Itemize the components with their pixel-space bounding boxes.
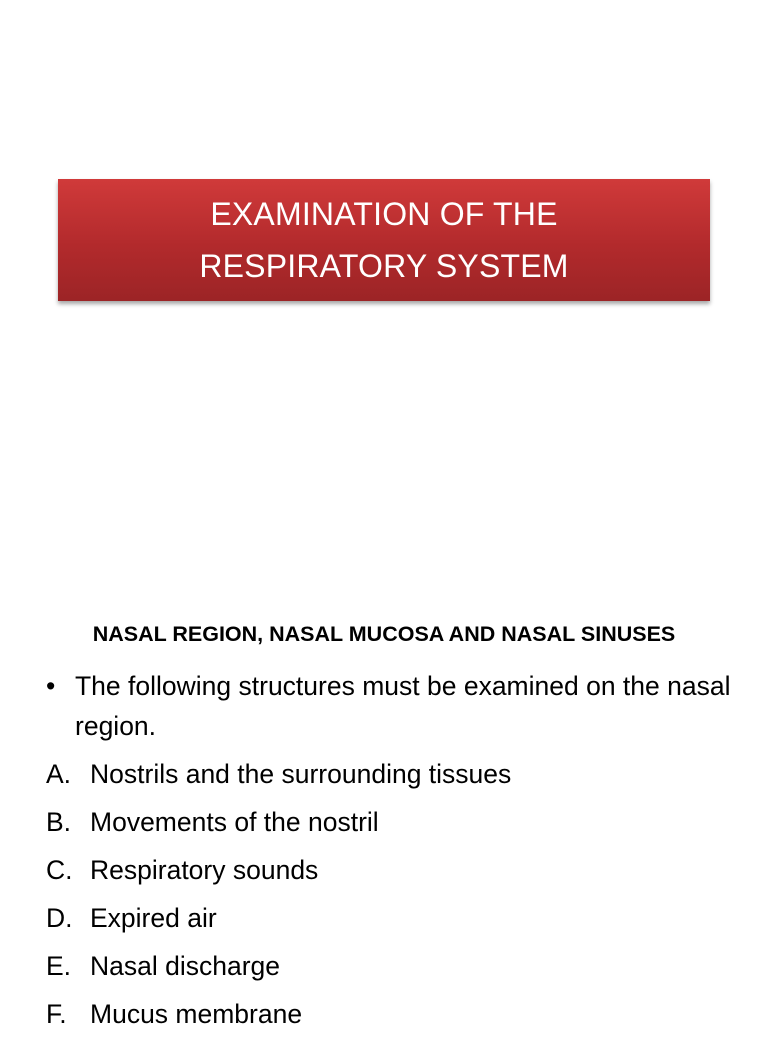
list-item [46, 898, 746, 946]
list-item [46, 946, 746, 994]
slide-title-line-1: EXAMINATION OF THE [210, 196, 558, 232]
list-item-text: Nostrils and the surrounding tissues [90, 759, 512, 789]
intro-bullet [46, 666, 746, 746]
list-item [46, 802, 746, 850]
list-item-letter: A. [46, 759, 72, 789]
list-item-letter: F. [46, 999, 67, 1029]
section-heading: NASAL REGION, NASAL MUCOSA AND NASAL SINUSES [92, 622, 676, 646]
list-item-text: Movements of the nostril [90, 807, 379, 837]
list-item-text: Nasal discharge [90, 951, 281, 981]
structures-list [46, 754, 746, 1042]
list-item-text: Respiratory sounds [90, 855, 319, 885]
list-item-text: Mucus membrane [90, 999, 303, 1029]
slide-title-line-2: RESPIRATORY SYSTEM [199, 248, 569, 284]
list-item [46, 850, 746, 898]
slide-title [199, 188, 568, 292]
list-item [46, 754, 746, 802]
bullet-marker: • [46, 671, 56, 701]
title-banner [58, 179, 710, 301]
list-item-letter: B. [46, 807, 72, 837]
list-item-letter: E. [46, 951, 72, 981]
list-item-letter: D. [46, 903, 73, 933]
intro-bullet-text: The following structures must be examined on the nasal region. [75, 671, 731, 741]
list-item-letter: C. [46, 855, 73, 885]
list-item-text: Expired air [90, 903, 217, 933]
list-item [46, 994, 746, 1042]
